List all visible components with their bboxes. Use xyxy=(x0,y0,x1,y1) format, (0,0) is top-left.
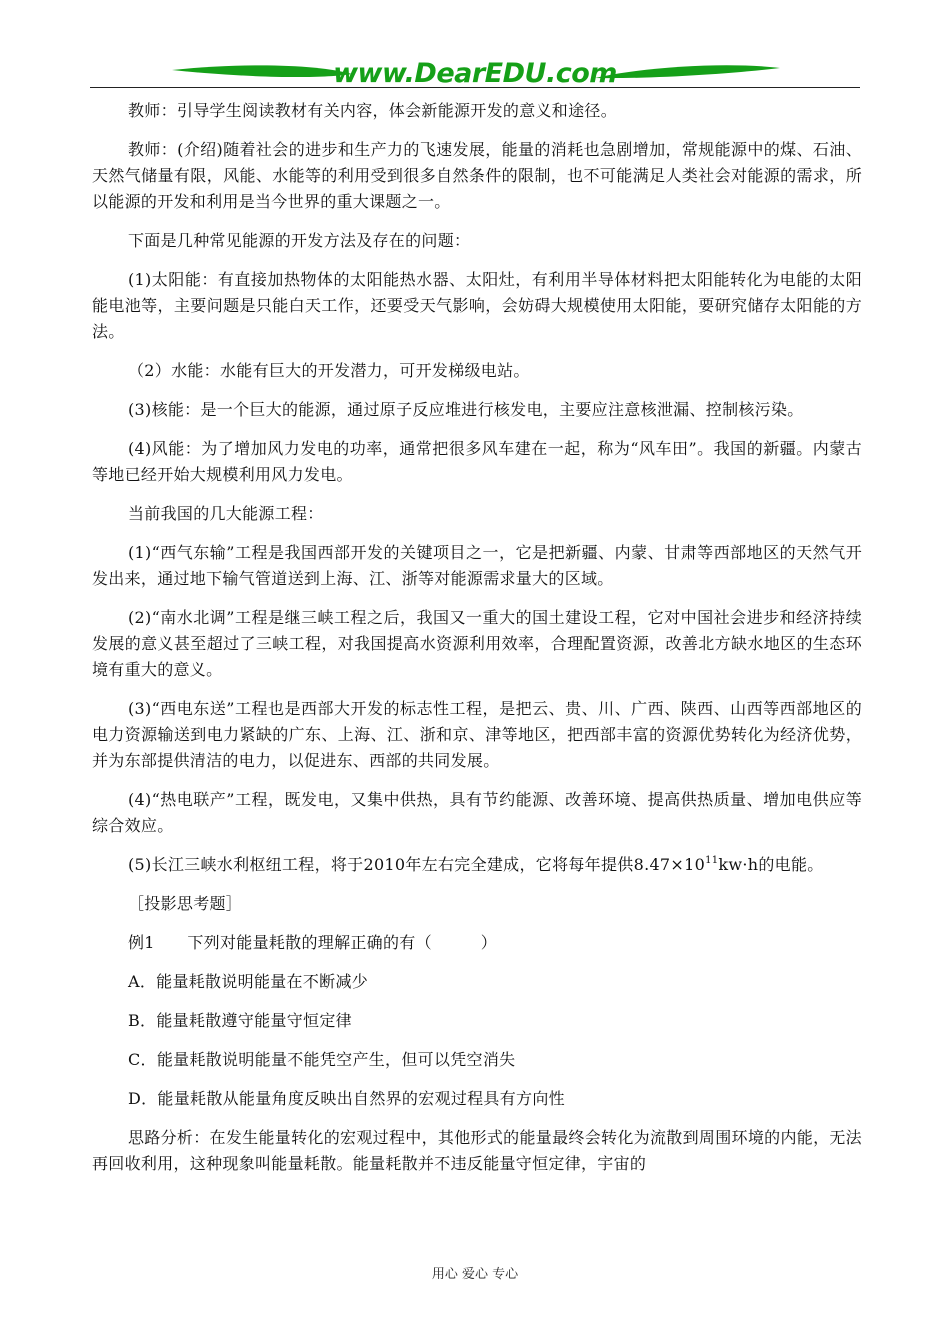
option-b: B．能量耗散遵守能量守恒定律 xyxy=(128,1011,352,1030)
paragraph: (4)“热电联产”工程，既发电，又集中供热，具有节约能源、改善环境、提高供热质量、增加电供应等综合效应。 xyxy=(92,790,862,835)
exponent: 11 xyxy=(705,855,719,866)
paragraph: (1)太阳能：有直接加热物体的太阳能热水器、太阳灶，有利用半导体材料把太阳能转化为电能的太阳能电池等，主要问题是只能白天工作，还要受天气影响，会妨碍大规模使用太阳能，要研究储存太阳能的方法。 xyxy=(92,270,862,341)
projection-label: ［投影思考题］ xyxy=(128,894,243,913)
paragraph: 下面是几种常见能源的开发方法及存在的问题： xyxy=(128,231,471,250)
example-question: 例1 下列对能量耗散的理解正确的有（ ） xyxy=(128,933,498,952)
item5-text-after: kw·h的电能。 xyxy=(718,855,824,874)
paragraph: （2）水能：水能有巨大的开发潜力，可开发梯级电站。 xyxy=(128,361,530,380)
option-a: A．能量耗散说明能量在不断减少 xyxy=(128,972,369,991)
page-footer: 用心 爱心 专心 xyxy=(431,1267,519,1282)
option-c: C．能量耗散说明能量不能凭空产生，但可以凭空消失 xyxy=(128,1050,516,1069)
option-d: D．能量耗散从能量角度反映出自然界的宏观过程具有方向性 xyxy=(128,1089,565,1108)
analysis-paragraph: 思路分析：在发生能量转化的宏观过程中，其他形式的能量最终会转化为流散到周围环境的内能，无法再回收利用，这种现象叫能量耗散。能量耗散并不违反能量守恒定律，宇宙的 xyxy=(92,1128,862,1173)
item5-text-before: (5)长江三峡水利枢纽工程，将于2010年左右完全建成，它将每年提供8.47×10 xyxy=(128,855,706,874)
site-header xyxy=(90,52,860,96)
site-logo-text[interactable]: www.DearEDU.com xyxy=(333,58,617,89)
paragraph: (1)“西气东输”工程是我国西部开发的关键项目之一，它是把新疆、内蒙、甘肃等西部地区的天然气开发出来，通过地下输气管道送到上海、江、浙等对能源需求量大的区域。 xyxy=(92,543,862,588)
paragraph: 教师：(介绍)随着社会的进步和生产力的飞速发展，能量的消耗也急剧增加，常规能源中的煤、石油、天然气储量有限，风能、水能等的利用受到很多自然条件的限制，也不可能满足人类社会对能源的需求，所以能源的开发和利用是当今世界的重大课题之一。 xyxy=(92,140,862,211)
paragraph: (4)风能：为了增加风力发电的功率，通常把很多风车建在一起，称为“风车田”。我国的新疆。内蒙古等地已经开始大规模利用风力发电。 xyxy=(92,439,862,484)
paragraph: 教师：引导学生阅读教材有关内容，体会新能源开发的意义和途径。 xyxy=(128,101,618,120)
header-rule xyxy=(90,87,860,88)
document-body xyxy=(92,98,862,1190)
paragraph: (2)“南水北调”工程是继三峡工程之后，我国又一重大的国土建设工程，它对中国社会进步和经济持续发展的意义甚至超过了三峡工程，对我国提高水资源利用效率，合理配置资源，改善北方缺水地区的生态环境有重大的意义。 xyxy=(92,608,862,679)
paragraph-three-gorges xyxy=(92,852,862,878)
paragraph: 当前我国的几大能源工程： xyxy=(128,504,324,523)
paragraph: (3)核能：是一个巨大的能源，通过原子反应堆进行核发电，主要应注意核泄漏、控制核污染。 xyxy=(128,400,804,419)
paragraph: (3)“西电东送”工程也是西部大开发的标志性工程，是把云、贵、川、广西、陕西、山西等西部地区的电力资源输送到电力紧缺的广东、上海、江、浙和京、津等地区，把西部丰富的资源优势转化为经济优势，并为东部提供清洁的电力，以促进东、西部的共同发展。 xyxy=(92,699,862,770)
